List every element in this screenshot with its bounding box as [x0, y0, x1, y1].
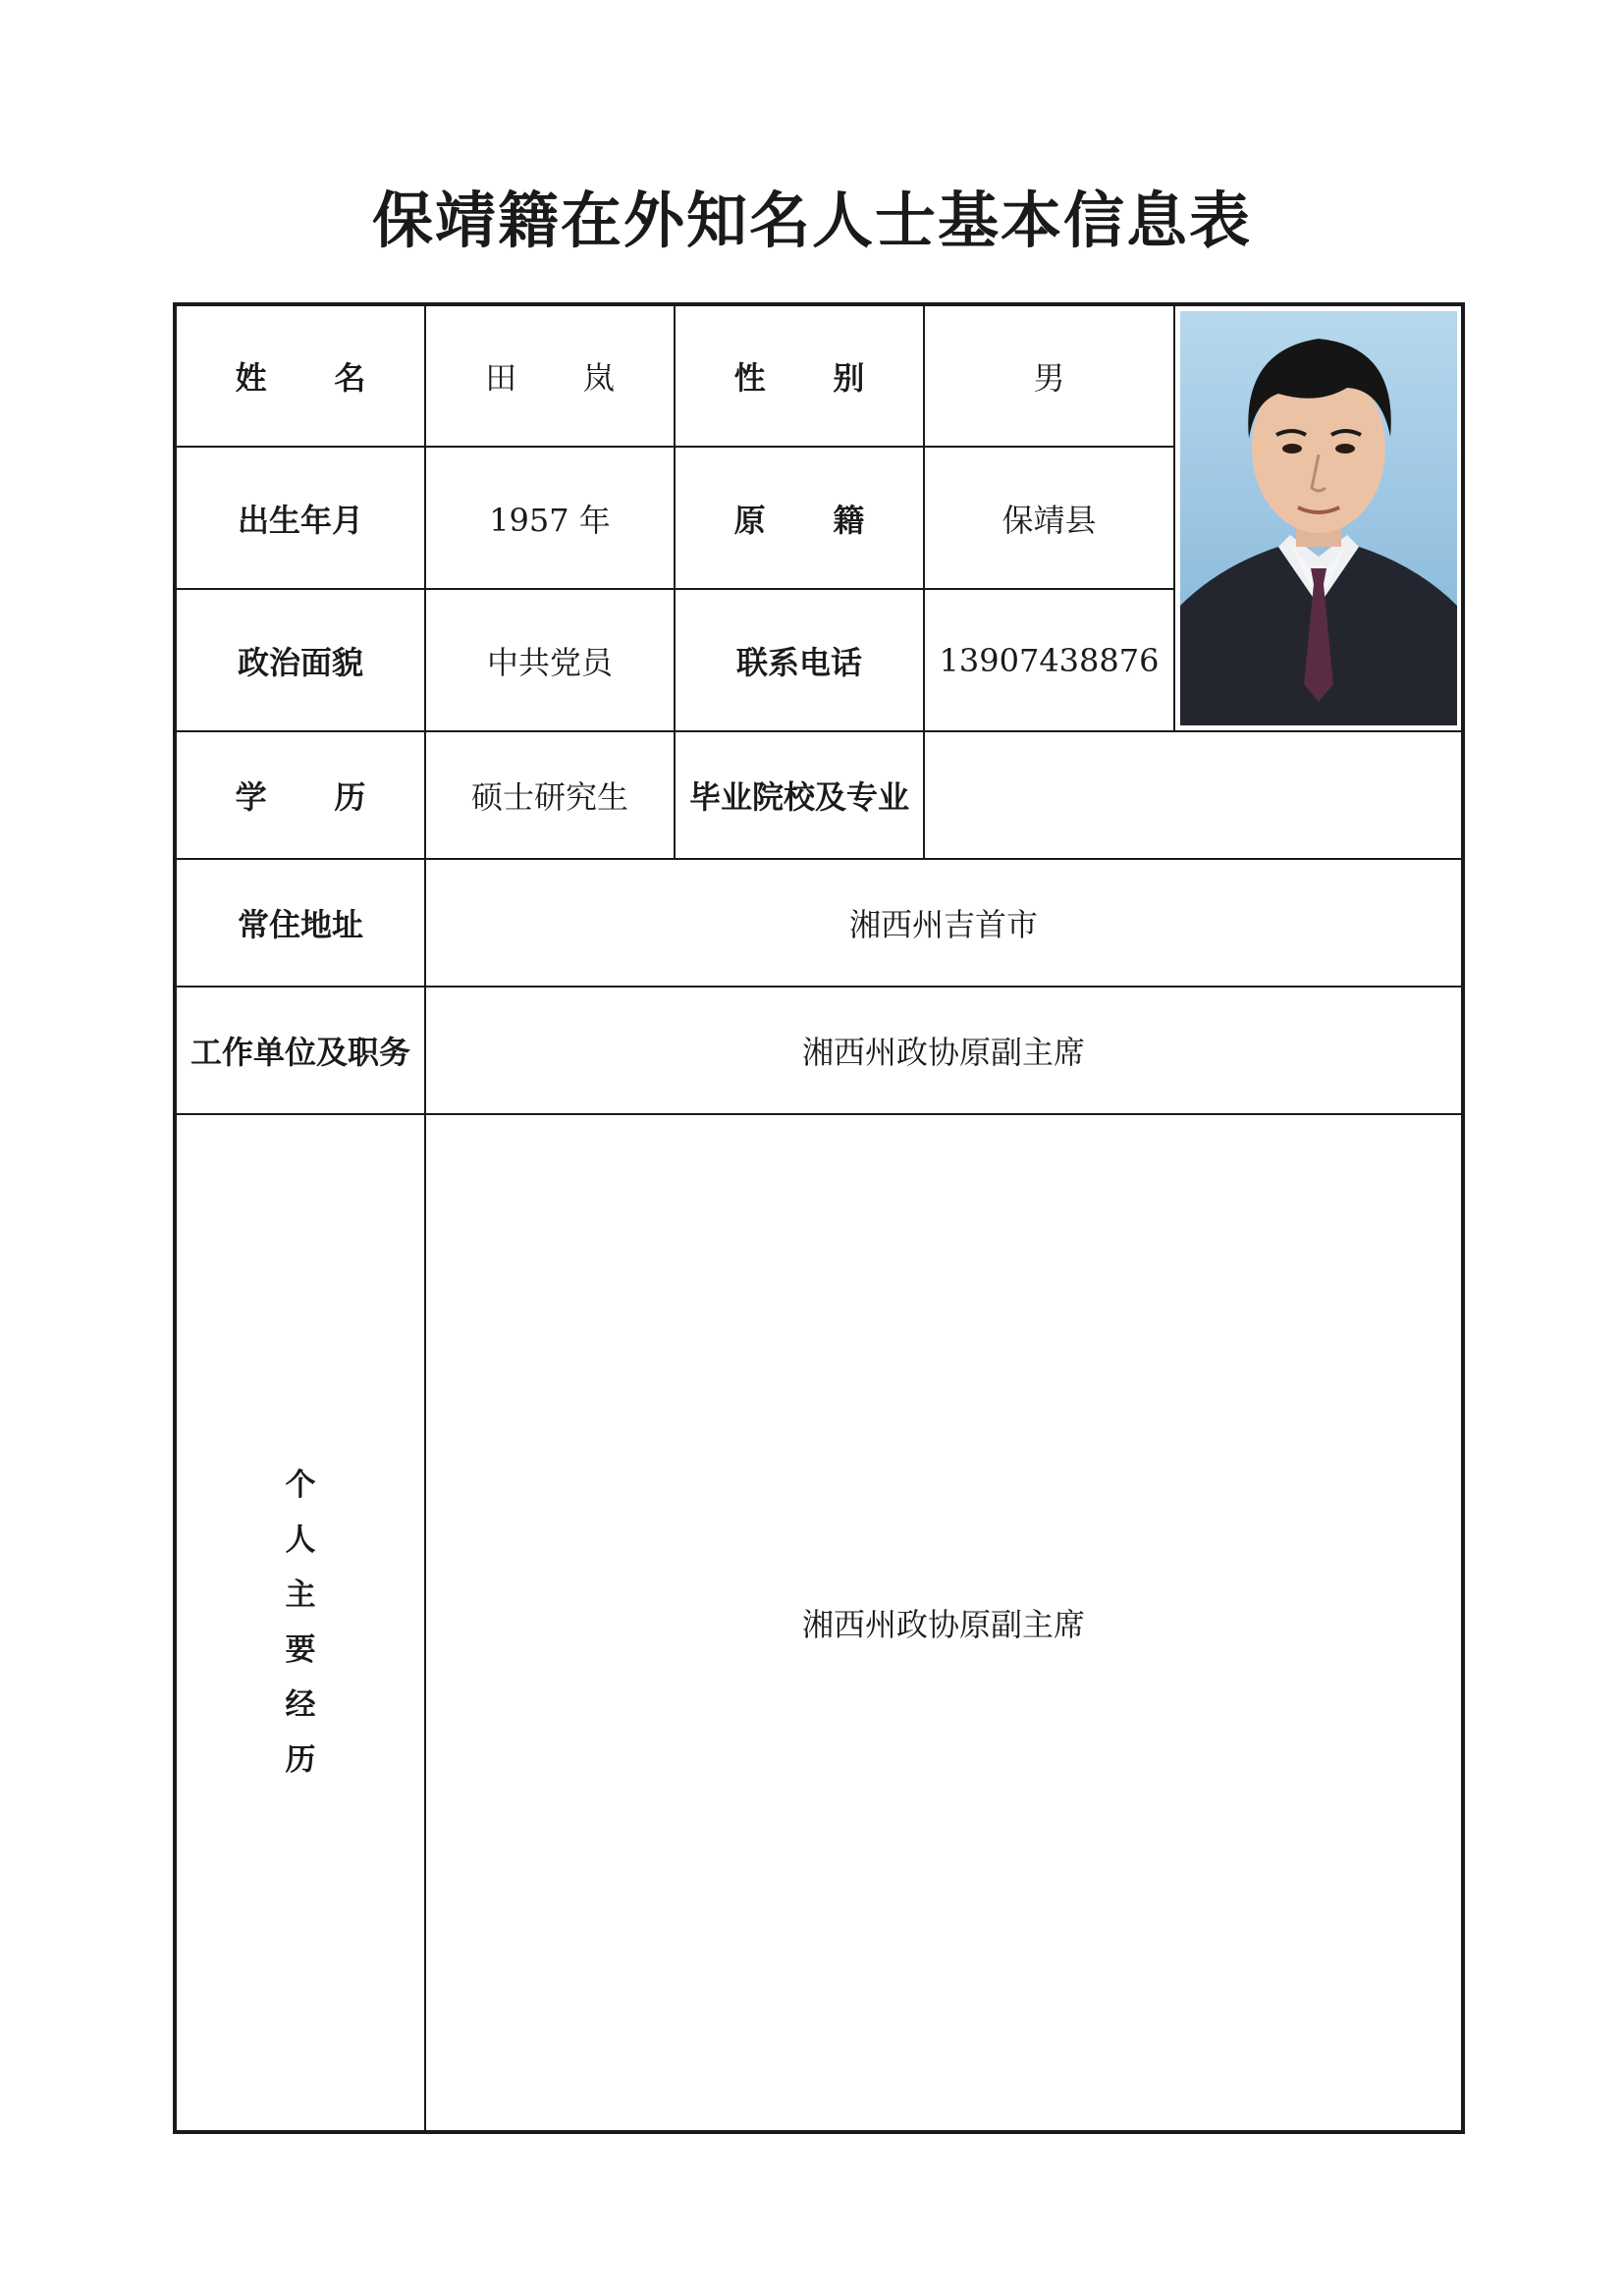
- school-label: 毕业院校及专业: [675, 731, 924, 859]
- experience-label-char: 主: [285, 1577, 316, 1613]
- political-value: 中共党员: [425, 589, 675, 731]
- experience-label: [286, 1458, 316, 1788]
- origin-value: 保靖县: [924, 447, 1174, 589]
- address-label: 常住地址: [175, 859, 425, 987]
- table-row: [175, 859, 1463, 987]
- experience-label-char: 要: [285, 1632, 316, 1668]
- phone-label: 联系电话: [675, 589, 924, 731]
- info-table: [173, 302, 1465, 2134]
- origin-label-cell: [675, 447, 924, 589]
- gender-label-cell: [675, 304, 924, 447]
- experience-label-cell: [175, 1114, 425, 2132]
- origin-label: 原 籍: [733, 501, 893, 539]
- phone-value: 13907438876: [924, 589, 1174, 731]
- name-label-cell: [175, 304, 425, 447]
- name-value-cell: [425, 304, 675, 447]
- experience-value: 湘西州政协原副主席: [425, 1114, 1463, 2132]
- experience-label-char: 个: [285, 1468, 316, 1503]
- portrait-photo: [1180, 311, 1457, 725]
- birth-label: 出生年月: [175, 447, 425, 589]
- education-label: 学 历: [235, 778, 395, 816]
- photo-cell: [1174, 304, 1463, 731]
- gender-value: 男: [924, 304, 1174, 447]
- experience-label-char: 历: [285, 1742, 316, 1778]
- school-value: [924, 731, 1463, 859]
- table-row: [175, 731, 1463, 859]
- table-row: [175, 304, 1463, 447]
- political-label: 政治面貌: [175, 589, 425, 731]
- education-value: 硕士研究生: [425, 731, 675, 859]
- name-label: 姓 名: [235, 359, 395, 397]
- page-title: 保靖籍在外知名人士基本信息表: [371, 185, 1252, 256]
- birth-value: 1957 年: [425, 447, 675, 589]
- name-value: 田 岚: [485, 359, 643, 397]
- table-row: [175, 987, 1463, 1114]
- work-label: 工作单位及职务: [175, 987, 425, 1114]
- table-row: [175, 1114, 1463, 2132]
- education-label-cell: [175, 731, 425, 859]
- gender-label: 性 别: [733, 359, 893, 397]
- experience-label-char: 人: [285, 1522, 316, 1558]
- work-value: 湘西州政协原副主席: [425, 987, 1463, 1114]
- experience-label-char: 经: [285, 1687, 316, 1723]
- address-value: 湘西州吉首市: [425, 859, 1463, 987]
